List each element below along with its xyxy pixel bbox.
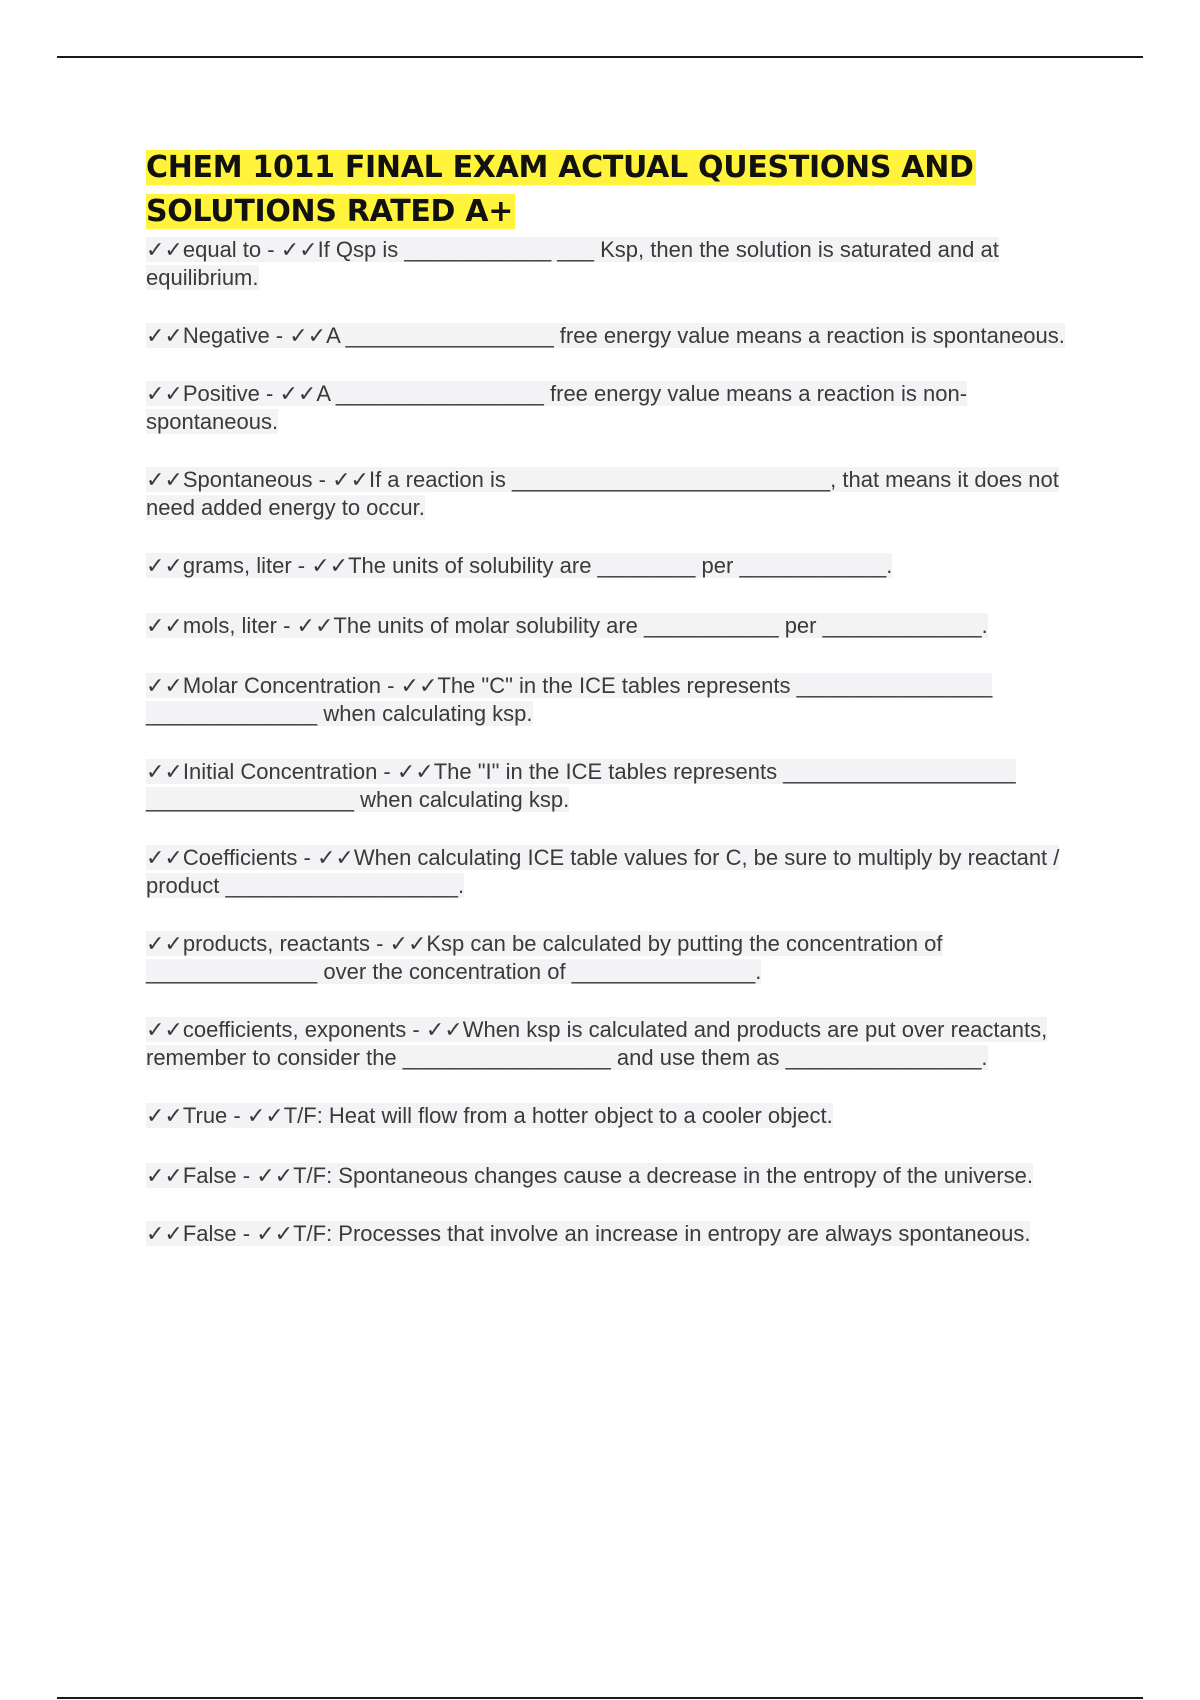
qa-item: ✓✓False - ✓✓T/F: Spontaneous changes cause a decrease in the entropy of the universe. — [146, 1163, 1033, 1188]
qa-item: ✓✓equal to - ✓✓If Qsp is ____________ ___ Ksp, then the solution is saturated and at equilibrium. — [146, 237, 999, 290]
qa-item: ✓✓Initial Concentration - ✓✓The "I" in the ICE tables represents ___________________ _________________ when calculating ksp. — [146, 759, 1016, 812]
qa-item: ✓✓grams, liter - ✓✓The units of solubility are ________ per ____________. — [146, 553, 893, 578]
qa-item: ✓✓True - ✓✓T/F: Heat will flow from a hotter object to a cooler object. — [146, 1103, 833, 1128]
qa-item: ✓✓mols, liter - ✓✓The units of molar solubility are ___________ per _____________. — [146, 613, 988, 638]
title-text: CHEM 1011 FINAL EXAM ACTUAL QUESTIONS AND SOLUTIONS RATED A+ — [146, 150, 974, 229]
qa-item: ✓✓False - ✓✓T/F: Processes that involve an increase in entropy are always spontaneous. — [146, 1221, 1031, 1246]
qa-item: ✓✓Negative - ✓✓A _________________ free energy value means a reaction is spontaneous. — [146, 323, 1065, 348]
top-rule — [57, 56, 1143, 58]
qa-item: ✓✓products, reactants - ✓✓Ksp can be calculated by putting the concentration of ______________ over the concentration of _______________. — [146, 931, 943, 984]
document-title — [146, 146, 1086, 234]
qa-list — [146, 236, 1086, 1248]
qa-item: ✓✓Molar Concentration - ✓✓The "C" in the ICE tables represents ________________ ______________ when calculating ksp. — [146, 673, 993, 726]
qa-item: ✓✓Coefficients - ✓✓When calculating ICE table values for C, be sure to multiply by reactant / product ___________________. — [146, 845, 1060, 898]
document-body — [146, 146, 1086, 1248]
qa-item: ✓✓Positive - ✓✓A _________________ free energy value means a reaction is non-spontaneous. — [146, 381, 968, 434]
bottom-rule — [57, 1697, 1143, 1699]
qa-item: ✓✓coefficients, exponents - ✓✓When ksp is calculated and products are put over reactants, remember to consider the _________________ and use them as ________________. — [146, 1017, 1048, 1070]
qa-item: ✓✓Spontaneous - ✓✓If a reaction is __________________________, that means it does not need added energy to occur. — [146, 467, 1059, 520]
